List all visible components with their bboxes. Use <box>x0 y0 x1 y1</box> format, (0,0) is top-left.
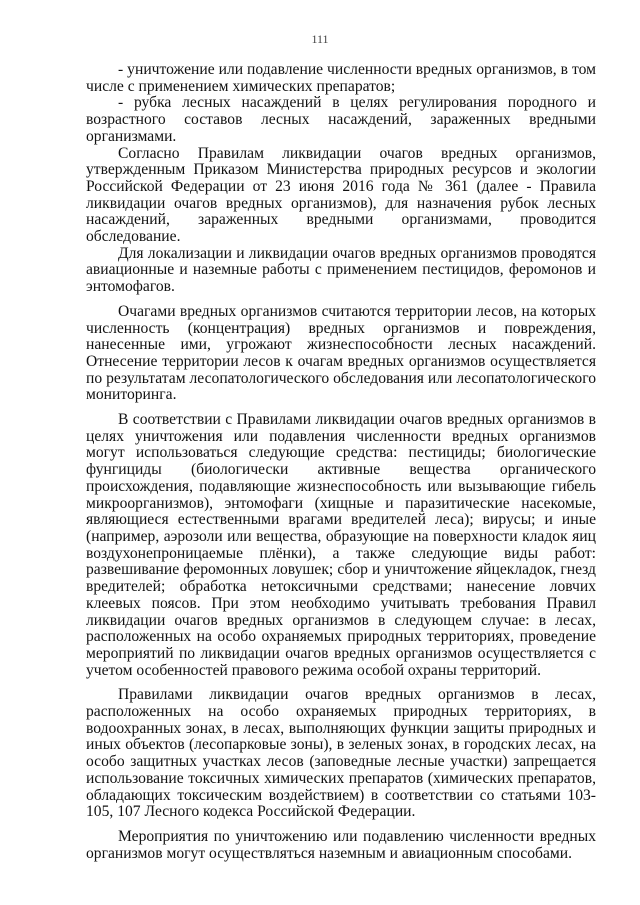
paragraph-2: - рубка лесных насаждений в целях регулирования породного и возрастного составов лесных насаждений, зараженных вредными организмами. <box>86 94 596 145</box>
paragraph-3: Согласно Правилам ликвидации очагов вредных организмов, утвержденным Приказом Министерства природных ресурсов и экологии Российской Федерации от 23 июня 2016 года № 361 (далее - Правила ликвидации очагов вредных организмов), для назначения рубок лесных насаждений, зараженных вредными организмами, проводится обследование. <box>86 144 596 246</box>
paragraph-1: - уничтожение или подавление численности вредных организмов, в том числе с применением химических препаратов; <box>86 61 596 95</box>
paragraph-5: Очагами вредных организмов считаются территории лесов, на которых численность (концентрация) вредных организмов и повреждения, нанесенные ими, угрожают жизнеспособности лесных насаждений. Отнесение территории лесов к очагам вредных организмов осуществляется по результатам лесопатологического обследования или лесопатологического мониторинга. <box>86 302 596 404</box>
page-number: 111 <box>311 32 329 46</box>
paragraph-8: Мероприятия по уничтожению или подавлению численности вредных организмов могут осуществляться наземным и авиационным способами. <box>86 827 596 862</box>
paragraph-4: Для локализации и ликвидации очагов вредных организмов проводятся авиационные и наземные работы с применением пестицидов, феромонов и энтомофагов. <box>86 244 596 296</box>
paragraph-6: В соответствии с Правилами ликвидации очагов вредных организмов в целях уничтожения или подавления численности вредных организмов могут использоваться следующие средства: пестициды; биологические фунгициды (биологически активные вещества органического происхождения, подавляющие жизнеспособность или вызывающие гибель микроорганизмов), энтомофаги (хищные и паразитические насекомые, являющиеся естественными врагами вредителей леса); вирусы; и иные (например, аэрозоли или вещества, образующие на поверхности кладок яиц воздухонепроницаемые плёнки), а также следующие виды работ: развешивание феромонных ловушек; сбор и уничтожение яйцекладок, гнезд вредителей; обработка нетоксичными средствами; нанесение ловчих клеевых поясов. При этом необходимо учитывать требования Правил ликвидации очагов вредных организмов в следующем случае: в лесах, расположенных на особо охраняемых природных территориях, проведение мероприятий по ликвидации очагов вредных организмов осуществляется с учетом особенностей правового режима особой охраны территорий. <box>86 411 596 679</box>
paragraph-7: Правилами ликвидации очагов вредных организмов в лесах, расположенных на особо охраняемых природных территориях, в водоохранных зонах, в лесах, выполняющих функции защиты природных и иных объектов (лесопарковые зоны), в зеленых зонах, в городских лесах, на особо защитных участках лесов (заповедные лесные участки) запрещается использование токсичных химических препаратов (химических препаратов, обладающих токсическим воздействием) в соответствии со статьями 103-105, 107 Лесного кодекса Российской Федерации. <box>86 686 596 821</box>
body-text <box>86 62 596 862</box>
